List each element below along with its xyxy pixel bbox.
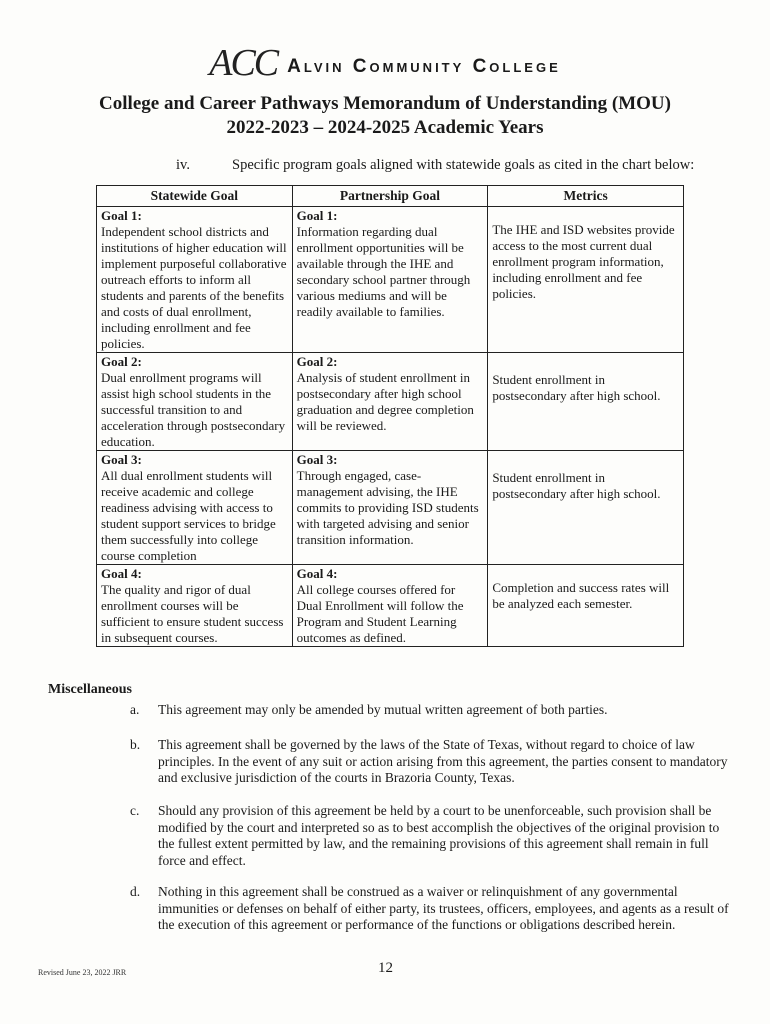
goal-label: Goal 2: [101,354,142,369]
title-line-2: 2022-2023 – 2024-2025 Academic Years [226,117,544,138]
logo-mark: ACC [209,42,278,84]
title-line-1: College and Career Pathways Memorandum of Understanding (MOU) [99,93,671,114]
college-logo [0,42,770,84]
list-item [130,737,730,787]
table-row [97,565,684,647]
partnership-goal-cell [292,565,488,647]
table-row [97,353,684,451]
item-letter: b. [130,737,141,752]
item-text: This agreement may only be amended by mutual written agreement of both parties. [158,702,608,717]
goal-label: Goal 4: [296,566,338,581]
metrics-cell [488,207,684,353]
statewide-goal-cell [97,353,293,451]
item-letter: a. [130,702,140,717]
goal-text: Through engaged, case-management advising, the IHE commits to providing ISD students with targeted advising and senior transition information. [296,468,479,547]
item-text: Nothing in this agreement shall be construed as a waiver or relinquishment of any governmental immunities or defenses on behalf of either party, its trustees, officers, employees, and agents as a result of the execution of this agreement or performance of the functions or obligations described herein. [158,884,729,932]
list-item [130,803,730,869]
revision-note: Revised June 23, 2022 JRR [38,968,127,977]
goal-label: Goal 2: [296,354,338,369]
goal-label: Goal 1: [101,208,142,223]
table-row [97,451,684,565]
goal-text: Independent school districts and institutions of higher education will implement purposeful collaborative outreach efforts to inform all students and parents of the benefits and costs of dual enrollment, including enrollment and fee policies. [101,224,287,351]
item-letter: d. [130,884,141,899]
goal-label: Goal 4: [101,566,142,581]
intro-line [176,157,694,174]
table-row [97,207,684,353]
page-number: 12 [378,960,393,976]
list-item [130,884,730,934]
goal-text: All dual enrollment students will receive academic and college readiness advising with access to student support services to bridge them successfully into college course completion [101,468,276,563]
goal-text: The quality and rigor of dual enrollment courses will be sufficient to ensure student success in subsequent courses. [101,582,284,645]
partnership-goal-cell [292,207,488,353]
item-letter: c. [130,803,140,818]
header-metrics: Metrics [488,186,684,207]
goals-table [96,185,684,647]
document-title [0,92,770,140]
table-header-row [97,186,684,207]
goal-text: Analysis of student enrollment in postsecondary after high school graduation and degree completion will be reviewed. [296,370,474,433]
goal-text: All college courses offered for Dual Enrollment will follow the Program and Student Learning outcomes as defined. [296,582,464,645]
metrics-cell [488,565,684,647]
metric-text: Student enrollment in postsecondary after high school. [492,470,661,501]
statewide-goal-cell [97,451,293,565]
statewide-goal-cell [97,207,293,353]
intro-numeral: iv. [176,157,190,173]
misc-heading: Miscellaneous [48,682,132,697]
header-statewide-goal: Statewide Goal [97,186,293,207]
goal-text: Information regarding dual enrollment opportunities will be available through the IHE and secondary school partner through various mediums and will be readily available to families. [296,224,471,319]
list-item [130,702,730,719]
partnership-goal-cell [292,451,488,565]
intro-text: Specific program goals aligned with statewide goals as cited in the chart below: [232,157,695,173]
metric-text: Student enrollment in postsecondary after high school. [492,372,661,403]
metric-text: The IHE and ISD websites provide access to the most current dual enrollment program information, including enrollment and fee policies. [492,222,675,301]
item-text: This agreement shall be governed by the laws of the State of Texas, without regard to choice of law principles. In the event of any suit or action arising from this agreement, the parties consent to mandatory and exclusive jurisdiction of the courts in Brazoria County, Texas. [158,737,728,785]
goal-label: Goal 1: [296,208,338,223]
partnership-goal-cell [292,353,488,451]
item-text: Should any provision of this agreement be held by a court to be unenforceable, such provision shall be modified by the court and interpreted so as to best accomplish the objectives of the original provision to the fullest extent permitted by law, and the remaining provisions of this agreement shall remain in full force and effect. [158,803,720,868]
header-partnership-goal: Partnership Goal [292,186,488,207]
college-name: Alvin Community College [287,56,561,77]
goal-label: Goal 3: [101,452,142,467]
metrics-cell [488,353,684,451]
goal-text: Dual enrollment programs will assist high school students in the successful transition to and acceleration through postsecondary education. [101,370,286,449]
statewide-goal-cell [97,565,293,647]
goal-label: Goal 3: [296,452,338,467]
metrics-cell [488,451,684,565]
metric-text: Completion and success rates will be analyzed each semester. [492,580,670,611]
